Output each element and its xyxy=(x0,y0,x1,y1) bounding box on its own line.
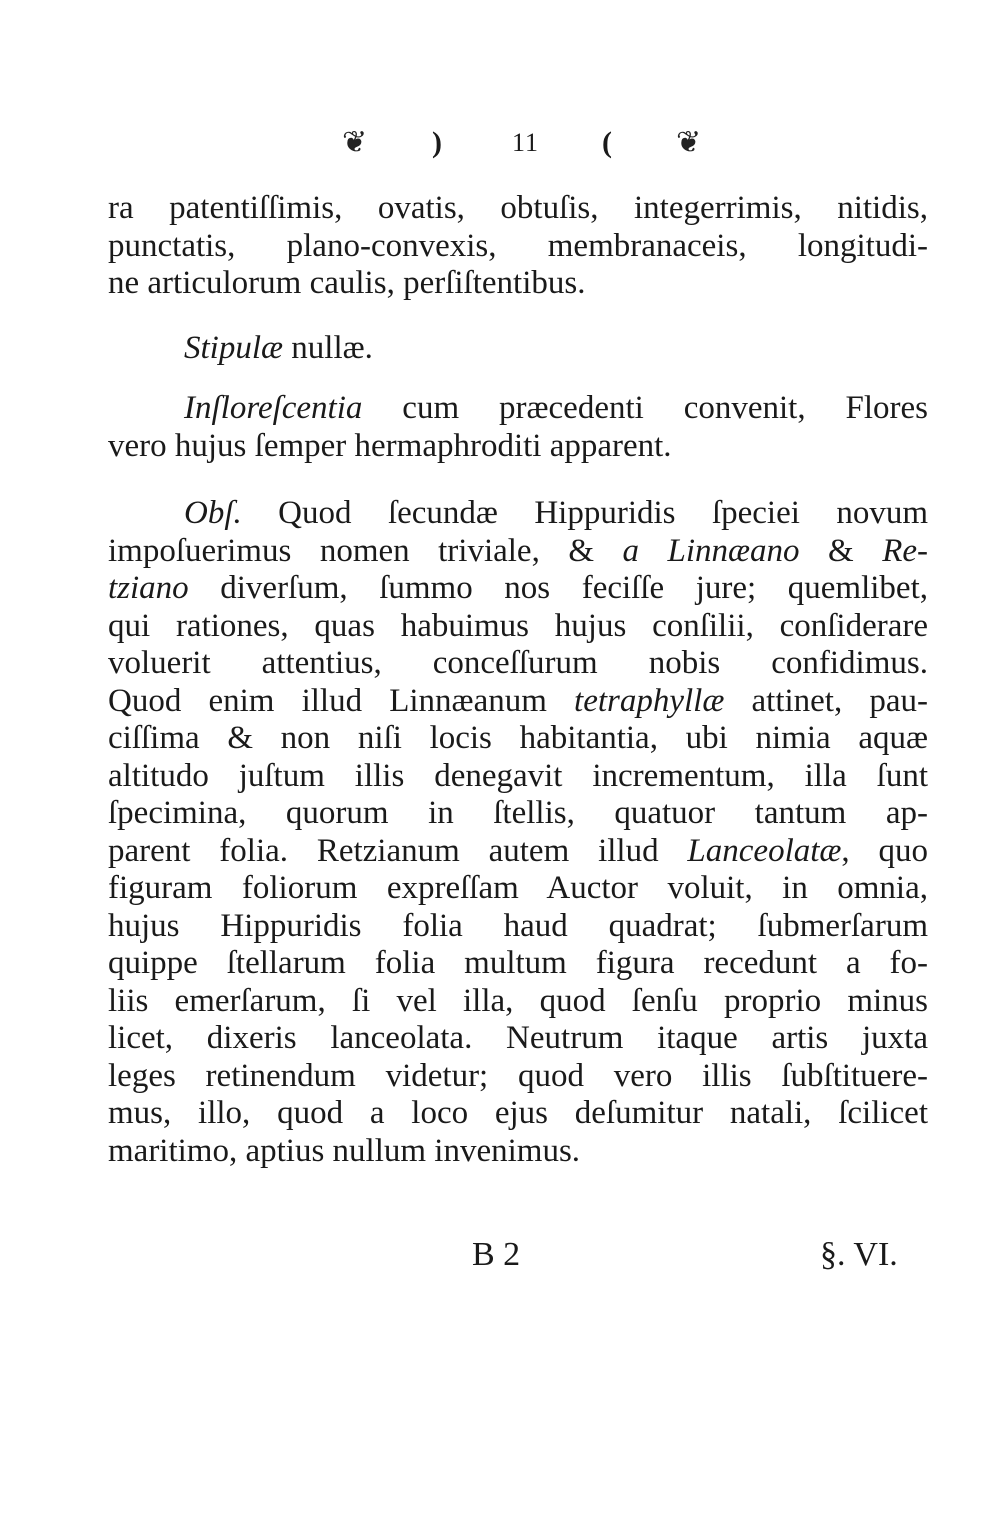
text-fragment: impoſuerimus nomen triviale, & xyxy=(108,532,623,569)
italic-fragment: a Linnæano xyxy=(622,532,800,569)
text-line: ra patentiſſimis, ovatis, obtuſis, integerrimis, nitidis, xyxy=(108,190,928,226)
text-fragment: parent folia. Retzianum autem illud xyxy=(108,832,688,869)
text-line xyxy=(108,570,928,608)
header-paren-right: ( xyxy=(602,126,612,159)
text-fragment: Quod enim illud Linnæanum xyxy=(108,682,575,719)
italic-fragment: tziano xyxy=(108,570,189,606)
text-fragment: nullæ. xyxy=(283,330,373,366)
fleuron-right-icon: ❦ xyxy=(676,126,702,159)
term-inflorescentia: Inſloreſcentia xyxy=(184,390,363,426)
text-fragment: Quod ſecundæ Hippuridis ſpeciei novum xyxy=(241,495,928,531)
page-number: 11 xyxy=(512,128,540,157)
text-fragment: & xyxy=(799,532,883,569)
header-paren-left: ) xyxy=(432,126,442,159)
paragraph-stipulae xyxy=(108,330,928,368)
text-line: quippe ſtellarum folia multum figura recedunt a fo- xyxy=(108,945,928,981)
text-line: hujus Hippuridis folia haud quadrat; ſubmerſarum xyxy=(108,907,928,944)
text-line: leges retinendum videtur; quod vero illis ſubſtituere- xyxy=(108,1057,928,1094)
text-line xyxy=(108,533,928,571)
paragraph-inflorescentia xyxy=(108,390,928,465)
text-fragment: diverſum, ſummo nos feciſſe jure; quemlibet, xyxy=(188,570,928,606)
text-line: altitudo juſtum illis denegavit incrementum, illa ſunt xyxy=(108,757,928,794)
text-line: mus, illo, quod a loco ejus deſumitur natali, ſcilicet xyxy=(108,1095,928,1131)
paragraph-observation xyxy=(108,495,928,1170)
text-line: voluerit attentius, conceſſurum nobis confidimus. xyxy=(108,645,928,681)
text-line xyxy=(108,833,928,871)
running-header xyxy=(330,118,730,168)
italic-fragment: Lanceolatæ xyxy=(687,832,842,869)
signature-mark: B 2 xyxy=(472,1236,521,1273)
text-fragment: cum præcedenti convenit, Flores xyxy=(362,390,928,426)
text-line: qui rationes, quas habuimus hujus conſilii, conſiderare xyxy=(108,607,928,644)
text-line xyxy=(108,390,928,428)
italic-fragment: Re- xyxy=(882,532,928,569)
paragraph-leaves xyxy=(108,190,928,303)
text-line: figuram foliorum expreſſam Auctor voluit, in omnia, xyxy=(108,870,928,906)
term-stipulae: Stipulæ xyxy=(184,330,284,366)
catchword: §. VI. xyxy=(820,1236,898,1273)
text-line: ne articulorum caulis, perſiſtentibus. xyxy=(108,265,586,301)
text-line xyxy=(108,330,928,368)
text-line: liis emerſarum, ſi vel illa, quod ſenſu proprio minus xyxy=(108,982,928,1019)
text-line xyxy=(108,683,928,721)
italic-fragment: tetraphyllæ xyxy=(574,682,725,719)
fleuron-left-icon: ❦ xyxy=(342,126,368,159)
text-line: licet, dixeris lanceolata. Neutrum itaque artis juxta xyxy=(108,1020,928,1056)
text-line: punctatis, plano-convexis, membranaceis, longitudi- xyxy=(108,227,928,264)
text-line: ſpecimina, quorum in ſtellis, quatuor tantum ap- xyxy=(108,795,928,831)
text-fragment: , quo xyxy=(841,832,928,869)
text-line: ciſſima & non niſi locis habitantia, ubi nimia aquæ xyxy=(108,720,928,756)
text-line: vero hujus ſemper hermaphroditi apparent. xyxy=(108,427,672,464)
text-fragment: attinet, pau- xyxy=(724,682,928,719)
term-obs: Obſ. xyxy=(184,495,242,531)
page-footer xyxy=(0,1236,1000,1282)
text-line: maritimo, aptius nullum invenimus. xyxy=(108,1132,581,1169)
text-line xyxy=(108,495,928,533)
